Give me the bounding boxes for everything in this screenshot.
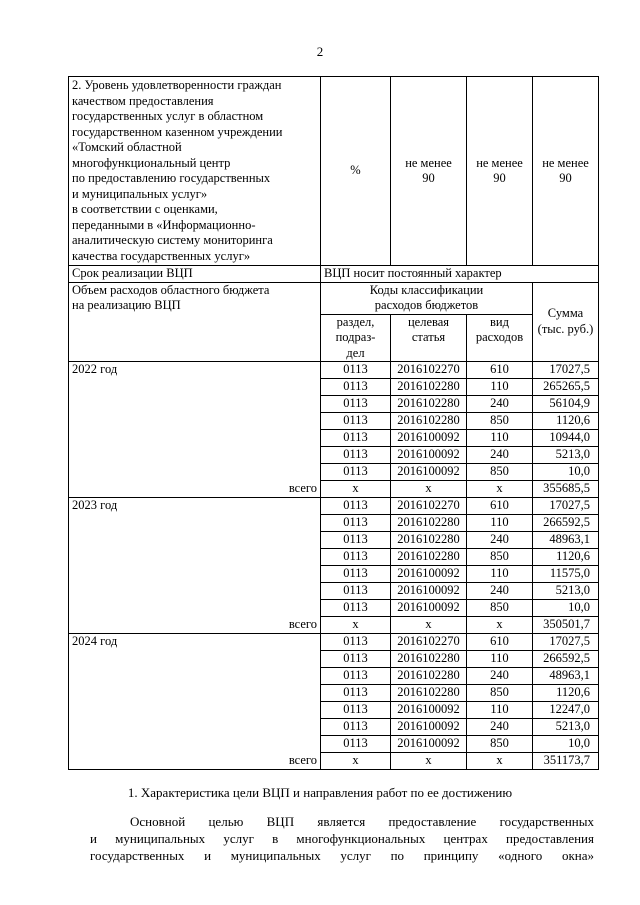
- year-label: [69, 600, 321, 617]
- expense-row: [69, 464, 599, 481]
- target-code: 2016102280: [391, 515, 467, 532]
- indicator-value-1: не менее 90: [391, 77, 467, 266]
- total-kind: х: [467, 481, 533, 498]
- sum-value: 10944,0: [533, 430, 599, 447]
- indicator-value-3: не менее 90: [533, 77, 599, 266]
- sum-value: 5213,0: [533, 583, 599, 600]
- kind-code: 110: [467, 430, 533, 447]
- target-code: 2016102280: [391, 396, 467, 413]
- sum-value: 48963,1: [533, 668, 599, 685]
- col-section-header: раздел, подраз- дел: [321, 314, 391, 362]
- col-kind-header: вид расходов: [467, 314, 533, 362]
- sum-value: 11575,0: [533, 566, 599, 583]
- year-label: [69, 719, 321, 736]
- year-label: [69, 651, 321, 668]
- kind-code: 240: [467, 396, 533, 413]
- year-label: [69, 702, 321, 719]
- target-code: 2016100092: [391, 702, 467, 719]
- target-code: 2016100092: [391, 430, 467, 447]
- expense-row: [69, 583, 599, 600]
- kind-code: 610: [467, 498, 533, 515]
- target-code: 2016102280: [391, 549, 467, 566]
- total-row: [69, 753, 599, 770]
- expense-row: [69, 566, 599, 583]
- indicator-row: [69, 77, 599, 266]
- kind-code: 240: [467, 447, 533, 464]
- target-code: 2016102270: [391, 362, 467, 379]
- sum-value: 266592,5: [533, 651, 599, 668]
- target-code: 2016102270: [391, 498, 467, 515]
- expense-row: [69, 447, 599, 464]
- section-code: 0113: [321, 464, 391, 481]
- kind-code: 110: [467, 379, 533, 396]
- target-code: 2016102270: [391, 634, 467, 651]
- expense-row: [69, 430, 599, 447]
- sum-value: 10,0: [533, 600, 599, 617]
- paragraph-line-2: и муниципальных услуг в многофункциональных центрах предоставления: [90, 831, 594, 846]
- kind-code: 240: [467, 583, 533, 600]
- kind-code: 240: [467, 532, 533, 549]
- period-row: [69, 266, 599, 283]
- expense-row: [69, 498, 599, 515]
- expense-row: [69, 515, 599, 532]
- section-code: 0113: [321, 600, 391, 617]
- section-code: 0113: [321, 447, 391, 464]
- kind-code: 110: [467, 515, 533, 532]
- target-code: 2016100092: [391, 736, 467, 753]
- section-code: 0113: [321, 430, 391, 447]
- section-code: 0113: [321, 634, 391, 651]
- target-code: 2016100092: [391, 566, 467, 583]
- year-label: 2024 год: [69, 634, 321, 651]
- sum-value: 48963,1: [533, 532, 599, 549]
- kind-code: 850: [467, 464, 533, 481]
- sum-value: 1120,6: [533, 685, 599, 702]
- section-code: 0113: [321, 736, 391, 753]
- section-code: 0113: [321, 668, 391, 685]
- total-label: всего: [69, 481, 321, 498]
- total-section: х: [321, 481, 391, 498]
- indicator-unit: %: [321, 77, 391, 266]
- expense-row: [69, 651, 599, 668]
- section-heading: 1. Характеристика цели ВЦП и направления работ по ее достижению: [127, 785, 513, 800]
- target-code: 2016102280: [391, 651, 467, 668]
- target-code: 2016102280: [391, 379, 467, 396]
- section-code: 0113: [321, 362, 391, 379]
- paragraph-line-1: Основной целью ВЦП является предоставление государственных: [130, 814, 594, 829]
- sum-value: 56104,9: [533, 396, 599, 413]
- kind-code: 610: [467, 634, 533, 651]
- target-code: 2016102280: [391, 413, 467, 430]
- year-label: 2023 год: [69, 498, 321, 515]
- section-code: 0113: [321, 498, 391, 515]
- target-code: 2016102280: [391, 668, 467, 685]
- expense-row: [69, 413, 599, 430]
- expense-row: [69, 634, 599, 651]
- sum-value: 10,0: [533, 736, 599, 753]
- section-code: 0113: [321, 396, 391, 413]
- sum-value: 17027,5: [533, 362, 599, 379]
- expense-row: [69, 532, 599, 549]
- target-code: 2016100092: [391, 447, 467, 464]
- target-code: 2016100092: [391, 719, 467, 736]
- year-label: [69, 583, 321, 600]
- sum-value: 265265,5: [533, 379, 599, 396]
- expense-row: [69, 379, 599, 396]
- section-code: 0113: [321, 515, 391, 532]
- kind-code: 240: [467, 719, 533, 736]
- kind-code: 110: [467, 566, 533, 583]
- year-label: [69, 430, 321, 447]
- sum-value: 1120,6: [533, 549, 599, 566]
- total-row: [69, 617, 599, 634]
- budget-header-row: [69, 282, 599, 314]
- expense-row: [69, 668, 599, 685]
- section-code: 0113: [321, 685, 391, 702]
- total-target: х: [391, 753, 467, 770]
- total-kind: х: [467, 617, 533, 634]
- section-code: 0113: [321, 583, 391, 600]
- section-code: 0113: [321, 379, 391, 396]
- expense-row: [69, 702, 599, 719]
- sum-value: 17027,5: [533, 634, 599, 651]
- kind-code: 610: [467, 362, 533, 379]
- target-code: 2016100092: [391, 600, 467, 617]
- kind-code: 110: [467, 702, 533, 719]
- page-number: 2: [316, 44, 324, 59]
- year-label: [69, 668, 321, 685]
- total-sum: 351173,7: [533, 753, 599, 770]
- kind-code: 850: [467, 413, 533, 430]
- kind-code: 850: [467, 685, 533, 702]
- total-kind: х: [467, 753, 533, 770]
- year-label: [69, 464, 321, 481]
- year-label: [69, 736, 321, 753]
- section-code: 0113: [321, 566, 391, 583]
- paragraph-line-3: государственных и муниципальных услуг по принципу «одного окна»: [90, 848, 594, 863]
- total-target: х: [391, 481, 467, 498]
- section-code: 0113: [321, 702, 391, 719]
- sum-value: 12247,0: [533, 702, 599, 719]
- sum-value: 5213,0: [533, 719, 599, 736]
- sum-value: 10,0: [533, 464, 599, 481]
- budget-label: Объем расходов областного бюджета на реализацию ВЦП: [69, 282, 321, 362]
- codes-header: Коды классификации расходов бюджетов: [321, 282, 533, 314]
- target-code: 2016102280: [391, 532, 467, 549]
- kind-code: 110: [467, 651, 533, 668]
- total-section: х: [321, 617, 391, 634]
- period-value: ВЦП носит постоянный характер: [321, 266, 599, 283]
- section-code: 0113: [321, 532, 391, 549]
- sum-value: 17027,5: [533, 498, 599, 515]
- expense-row: [69, 600, 599, 617]
- expense-row: [69, 736, 599, 753]
- col-target-header: целевая статья: [391, 314, 467, 362]
- expense-row: [69, 362, 599, 379]
- year-label: [69, 515, 321, 532]
- section-code: 0113: [321, 413, 391, 430]
- year-label: [69, 685, 321, 702]
- year-label: 2022 год: [69, 362, 321, 379]
- target-code: 2016100092: [391, 464, 467, 481]
- expense-row: [69, 719, 599, 736]
- year-label: [69, 532, 321, 549]
- expense-row: [69, 396, 599, 413]
- total-sum: 355685,5: [533, 481, 599, 498]
- sum-value: 1120,6: [533, 413, 599, 430]
- total-target: х: [391, 617, 467, 634]
- year-label: [69, 447, 321, 464]
- period-label: Срок реализации ВЦП: [69, 266, 321, 283]
- expense-row: [69, 685, 599, 702]
- section-code: 0113: [321, 651, 391, 668]
- kind-code: 850: [467, 549, 533, 566]
- sum-value: 5213,0: [533, 447, 599, 464]
- kind-code: 240: [467, 668, 533, 685]
- indicator-value-2: не менее 90: [467, 77, 533, 266]
- section-code: 0113: [321, 549, 391, 566]
- kind-code: 850: [467, 600, 533, 617]
- sum-header: Сумма (тыс. руб.): [533, 282, 599, 362]
- section-code: 0113: [321, 719, 391, 736]
- program-table: [68, 76, 599, 770]
- total-label: всего: [69, 753, 321, 770]
- sum-value: 266592,5: [533, 515, 599, 532]
- target-code: 2016102280: [391, 685, 467, 702]
- expense-row: [69, 549, 599, 566]
- year-label: [69, 566, 321, 583]
- year-label: [69, 413, 321, 430]
- total-sum: 350501,7: [533, 617, 599, 634]
- indicator-name: 2. Уровень удовлетворенности граждан качеством предоставления государственных услуг в областном государственном казенном учреждении «Томский областной многофункциональный центр по предоставлению государственных и муниципальных услуг» в соответствии с оценками, переданными в «Информационно- аналитическую систему мониторинга качества государственных услуг»: [69, 77, 321, 266]
- total-section: х: [321, 753, 391, 770]
- total-label: всего: [69, 617, 321, 634]
- year-label: [69, 549, 321, 566]
- target-code: 2016100092: [391, 583, 467, 600]
- kind-code: 850: [467, 736, 533, 753]
- year-label: [69, 396, 321, 413]
- year-label: [69, 379, 321, 396]
- total-row: [69, 481, 599, 498]
